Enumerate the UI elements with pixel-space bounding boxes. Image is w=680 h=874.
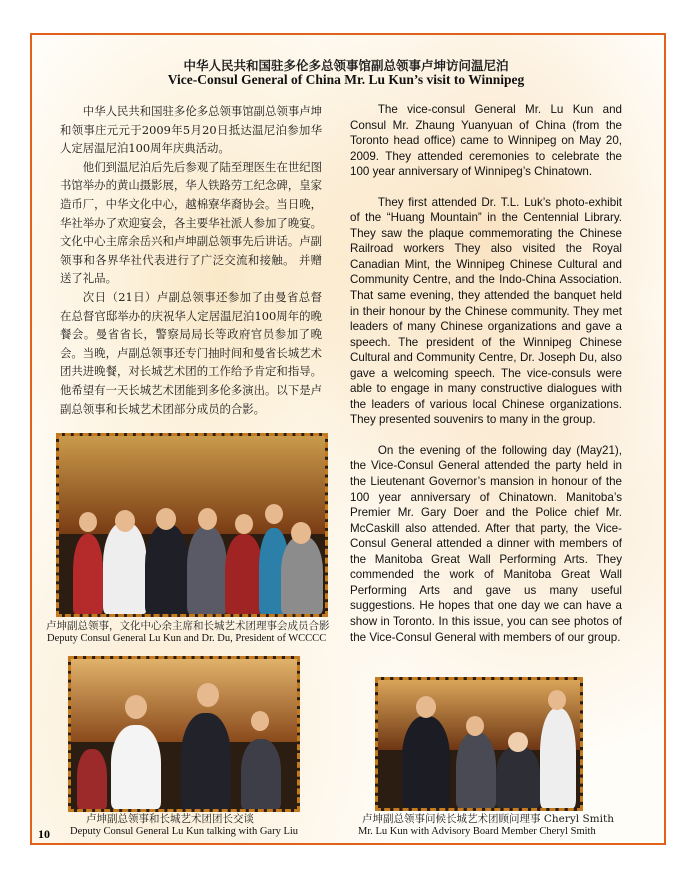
title-english: Vice-Consul General of China Mr. Lu Kun’s visit to Winnipeg [167, 72, 525, 87]
photo2-caption-chinese: 卢坤副总领事和长城艺术团团长交谈 [86, 813, 254, 825]
photo1-caption-english: Deputy Consul General Lu Kun and Dr. Du, President of WCCCC [47, 633, 327, 644]
english-paragraph: They first attended Dr. T.L. Luk’s photo-exhibit of the “Huang Mountain” in the Centennial Library. They saw the plaque commemorating the Chinese Railroad workers They also visited the Royal Canadian Mint, the Winnipeg Chinese Cultural and Community Centre, and the Indo-China Association. That same evening, they attended the banquet held in their honour by the Chinese community. They met leaders of many Chinese organizations and gave a speech. The president of the Winnipeg Chinese Cultural and Community Centre, Dr. Joseph Du, also gave a welcoming speech. The vice-consuls were able to engage in many constructive dialogues with the leaders of various local Chinese organizations. They presented souvenirs to many in the group. [350, 195, 622, 427]
greeting-photo [375, 677, 583, 811]
title-chinese: 中华人民共和国驻多伦多总领事馆副总领事卢坤访问温尼泊 [183, 58, 509, 73]
english-paragraph: The vice-consul General Mr. Lu Kun and Consul Mr. Zhaung Yuanyuan of China (from the Toronto head office) came to Winnipeg on May 20, 2009. They attended ceremonies to celebrate the 100 year anniversary of Winnipeg’s Chinatown. [350, 103, 622, 179]
chinese-paragraph: 中华人民共和国驻多伦多总领事馆副总领事卢坤和领事庄元元于2009年5月20日抵达温尼泊参加华人定居温尼泊100周年庆典活动。 [60, 104, 323, 156]
photo1-caption-chinese: 卢坤副总领事，文化中心余主席和长城艺术团理事会成员合影 [46, 620, 330, 632]
english-paragraph: On the evening of the following day (May21), the Vice-Consul General attended the party held in the Lieutenant Governor’s mansion in honour of the 100 year anniversary of Chinatown. Manitoba’s Premier Mr. Gary Doer and the Police chief Mr. McCaskill also attended. After that party, the Vice-Consul General attended a dinner with members of the Manitoba Great Wall Performing Arts. They commended the work of Manitoba Great Wall Performing Arts and gave us many useful suggestions. He hopes that one day we can have a show in Toronto. In this issue, you can see photos of the Vice-Consul General with members of our group. [350, 443, 622, 644]
group-photo [56, 433, 328, 617]
photo3-caption-chinese: 卢坤副总领事问候长城艺术团顾问理事 Cheryl Smith [362, 813, 614, 825]
chinese-article [60, 102, 322, 418]
conversation-photo [68, 656, 300, 812]
english-article [350, 102, 622, 660]
page-number: 10 [38, 827, 50, 841]
chinese-paragraph: 次日（21日）卢副总领事还参加了由曼省总督在总督官邸举办的庆祝华人定居温尼泊100周年的晚餐会。曼省省长，警察局局长等政府官员参加了晚会。当晚，卢副总领事还专门抽时间和曼省长城艺术团共进晚餐，对长城艺术团的工作给予肯定和指导。他希望有一天长城艺术团能到多伦多演出。以下是卢副总领事和长城艺术团部分成员的合影。 [60, 289, 322, 416]
photo3-caption-english: Mr. Lu Kun with Advisory Board Member Cheryl Smith [358, 826, 596, 837]
photo2-caption-english: Deputy Consul General Lu Kun talking with Gary Liu [70, 826, 299, 837]
chinese-paragraph: 他们到温尼泊后先后参观了陆至理医生在世纪图书馆举办的黄山摄影展，华人铁路劳工纪念碑，皇家造币厂，中华文化中心，越棉寮华裔协会。当日晚，华社举办了欢迎宴会，各主要华社派人参加了晚宴。文化中心主席余岳兴和卢坤副总领事先后讲话。卢副领事和各界华社代表进行了广泛交流和接触。 并赠送了礼品。 [60, 159, 323, 286]
